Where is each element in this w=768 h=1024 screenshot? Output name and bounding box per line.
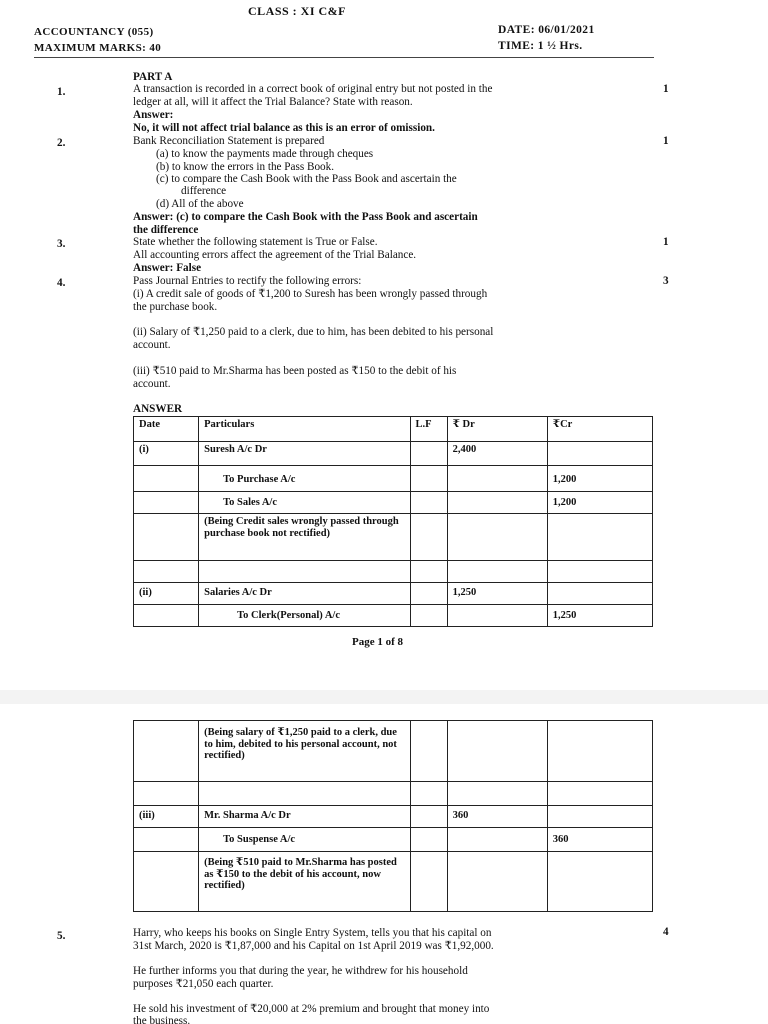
q4-error-3-line-1: (iii) ₹510 paid to Mr.Sharma has been posted as ₹150 to the debit of his (133, 365, 457, 377)
cell-particulars: Suresh A/c Dr (199, 442, 410, 466)
q4-error-1-line-2: the purchase book. (133, 301, 218, 313)
header-date: Date (134, 417, 199, 442)
q4-number: 4. (57, 277, 66, 289)
q2-marks: 1 (663, 135, 669, 147)
cell-lf (410, 466, 447, 492)
cell-date (134, 782, 199, 806)
subject-heading: ACCOUNTANCY (055) (34, 26, 154, 38)
q5-para-2-line-2: purposes ₹21,050 each quarter. (133, 978, 274, 990)
cell-lf (410, 492, 447, 514)
cell-particulars: To Suspense A/c (199, 828, 410, 852)
class-heading: CLASS : XI C&F (248, 4, 347, 18)
q2-answer-line-2: the difference (133, 224, 199, 236)
table-row (134, 442, 653, 466)
page-separator (0, 690, 768, 704)
q1-marks: 1 (663, 83, 669, 95)
q3-answer: Answer: False (133, 262, 202, 274)
table-row (134, 514, 653, 561)
header-particulars: Particulars (199, 417, 410, 442)
cell-lf (410, 514, 447, 561)
journal-table-page-1 (133, 416, 653, 627)
q5-marks: 4 (663, 926, 669, 938)
cell-cr (547, 514, 652, 561)
q5-para-3-line-1: He sold his investment of ₹20,000 at 2% premium and brought that money into (133, 1003, 490, 1015)
q3-number: 3. (57, 238, 66, 250)
cell-dr (447, 514, 547, 561)
table-row (134, 782, 653, 806)
q1-line-1: A transaction is recorded in a correct book of original entry but not posted in the (133, 83, 493, 95)
q4-error-3-line-2: account. (133, 378, 171, 390)
cell-dr (447, 561, 547, 583)
q5-para-3-line-2: the business. (133, 1015, 191, 1024)
cell-lf (410, 605, 447, 627)
cell-particulars (199, 561, 410, 583)
cell-particulars: To Purchase A/c (199, 466, 410, 492)
q1-line-2: ledger at all, will it affect the Trial Balance? State with reason. (133, 96, 413, 108)
q2-stem: Bank Reconciliation Statement is prepared (133, 135, 325, 147)
exam-page-2 (0, 704, 768, 1024)
journal-header-row (134, 417, 653, 442)
header-divider (34, 57, 654, 58)
cell-date (134, 466, 199, 492)
q3-line-2: All accounting errors affect the agreement of the Trial Balance. (133, 249, 417, 261)
q2-option-d: (d) All of the above (156, 198, 244, 210)
journal-table-page-2 (133, 720, 653, 912)
cell-dr: 1,250 (447, 583, 547, 605)
table-row (134, 583, 653, 605)
cell-cr: 1,200 (547, 492, 652, 514)
cell-dr (447, 492, 547, 514)
q4-error-2-line-2: account. (133, 339, 171, 351)
cell-lf (410, 561, 447, 583)
page-number: Page 1 of 8 (352, 636, 404, 648)
cell-date (134, 514, 199, 561)
cell-dr (447, 721, 547, 782)
table-row (134, 806, 653, 828)
cell-date (134, 492, 199, 514)
cell-date: (iii) (134, 806, 199, 828)
cell-lf (410, 806, 447, 828)
cell-particulars: (Being Credit sales wrongly passed through purchase book not rectified) (199, 514, 410, 561)
cell-dr (447, 852, 547, 912)
q1-number: 1. (57, 86, 66, 98)
cell-dr (447, 605, 547, 627)
cell-dr (447, 782, 547, 806)
q1-answer-label: Answer: (133, 109, 174, 121)
cell-lf (410, 442, 447, 466)
cell-dr: 2,400 (447, 442, 547, 466)
q3-marks: 1 (663, 236, 669, 248)
cell-date (134, 561, 199, 583)
q2-option-c-line-2: difference (181, 185, 227, 197)
q5-para-1-line-2: 31st March, 2020 is ₹1,87,000 and his Capital on 1st April 2019 was ₹1,92,000. (133, 940, 494, 952)
table-row (134, 466, 653, 492)
table-row (134, 605, 653, 627)
q5-para-1-line-1: Harry, who keeps his books on Single Entry System, tells you that his capital on (133, 927, 492, 939)
exam-date: DATE: 06/01/2021 (498, 24, 595, 36)
q1-answer: No, it will not affect trial balance as this is an error of omission. (133, 122, 435, 134)
cell-lf (410, 828, 447, 852)
cell-dr (447, 828, 547, 852)
table-row (134, 721, 653, 782)
q2-option-b: (b) to know the errors in the Pass Book. (156, 161, 335, 173)
part-label: PART A (133, 71, 173, 83)
q4-error-2-line-1: (ii) Salary of ₹1,250 paid to a clerk, due to him, has been debited to his personal (133, 326, 494, 338)
cell-cr (547, 721, 652, 782)
cell-dr (447, 466, 547, 492)
cell-particulars: To Clerk(Personal) A/c (199, 605, 410, 627)
cell-lf (410, 782, 447, 806)
cell-cr (547, 782, 652, 806)
cell-lf (410, 852, 447, 912)
table-row (134, 561, 653, 583)
q2-number: 2. (57, 137, 66, 149)
q4-answer-label: ANSWER (133, 403, 183, 415)
cell-cr (547, 806, 652, 828)
cell-date (134, 852, 199, 912)
cell-cr: 1,250 (547, 605, 652, 627)
cell-particulars (199, 782, 410, 806)
header-dr: ₹ Dr (447, 417, 547, 442)
exam-time: TIME: 1 ½ Hrs. (498, 40, 583, 52)
q5-number: 5. (57, 930, 66, 942)
cell-particulars: (Being salary of ₹1,250 paid to a clerk, due to him, debited to his personal account, not rectified) (199, 721, 410, 782)
table-row (134, 852, 653, 912)
q2-option-c-line-1: (c) to compare the Cash Book with the Pass Book and ascertain the (156, 173, 457, 185)
q3-line-1: State whether the following statement is True or False. (133, 236, 378, 248)
cell-date: (i) (134, 442, 199, 466)
cell-date (134, 828, 199, 852)
cell-dr: 360 (447, 806, 547, 828)
cell-lf (410, 721, 447, 782)
cell-lf (410, 583, 447, 605)
header-lf: L.F (410, 417, 447, 442)
cell-date (134, 721, 199, 782)
cell-date: (ii) (134, 583, 199, 605)
cell-cr (547, 852, 652, 912)
cell-cr: 360 (547, 828, 652, 852)
cell-date (134, 605, 199, 627)
header-cr: ₹Cr (547, 417, 652, 442)
cell-particulars: To Sales A/c (199, 492, 410, 514)
q4-marks: 3 (663, 275, 669, 287)
cell-cr: 1,200 (547, 466, 652, 492)
q4-error-1-line-1: (i) A credit sale of goods of ₹1,200 to Suresh has been wrongly passed through (133, 288, 488, 300)
cell-cr (547, 583, 652, 605)
max-marks: MAXIMUM MARKS: 40 (34, 42, 162, 54)
q4-stem: Pass Journal Entries to rectify the following errors: (133, 275, 362, 287)
cell-particulars: Salaries A/c Dr (199, 583, 410, 605)
q2-answer-line-1: Answer: (c) to compare the Cash Book with the Pass Book and ascertain (133, 211, 478, 223)
cell-particulars: Mr. Sharma A/c Dr (199, 806, 410, 828)
table-row (134, 492, 653, 514)
q2-option-a: (a) to know the payments made through cheques (156, 148, 374, 160)
cell-cr (547, 561, 652, 583)
cell-particulars: (Being ₹510 paid to Mr.Sharma has posted as ₹150 to the debit of his account, now rectified) (199, 852, 410, 912)
table-row (134, 828, 653, 852)
cell-cr (547, 442, 652, 466)
q5-para-2-line-1: He further informs you that during the year, he withdrew for his household (133, 965, 468, 977)
